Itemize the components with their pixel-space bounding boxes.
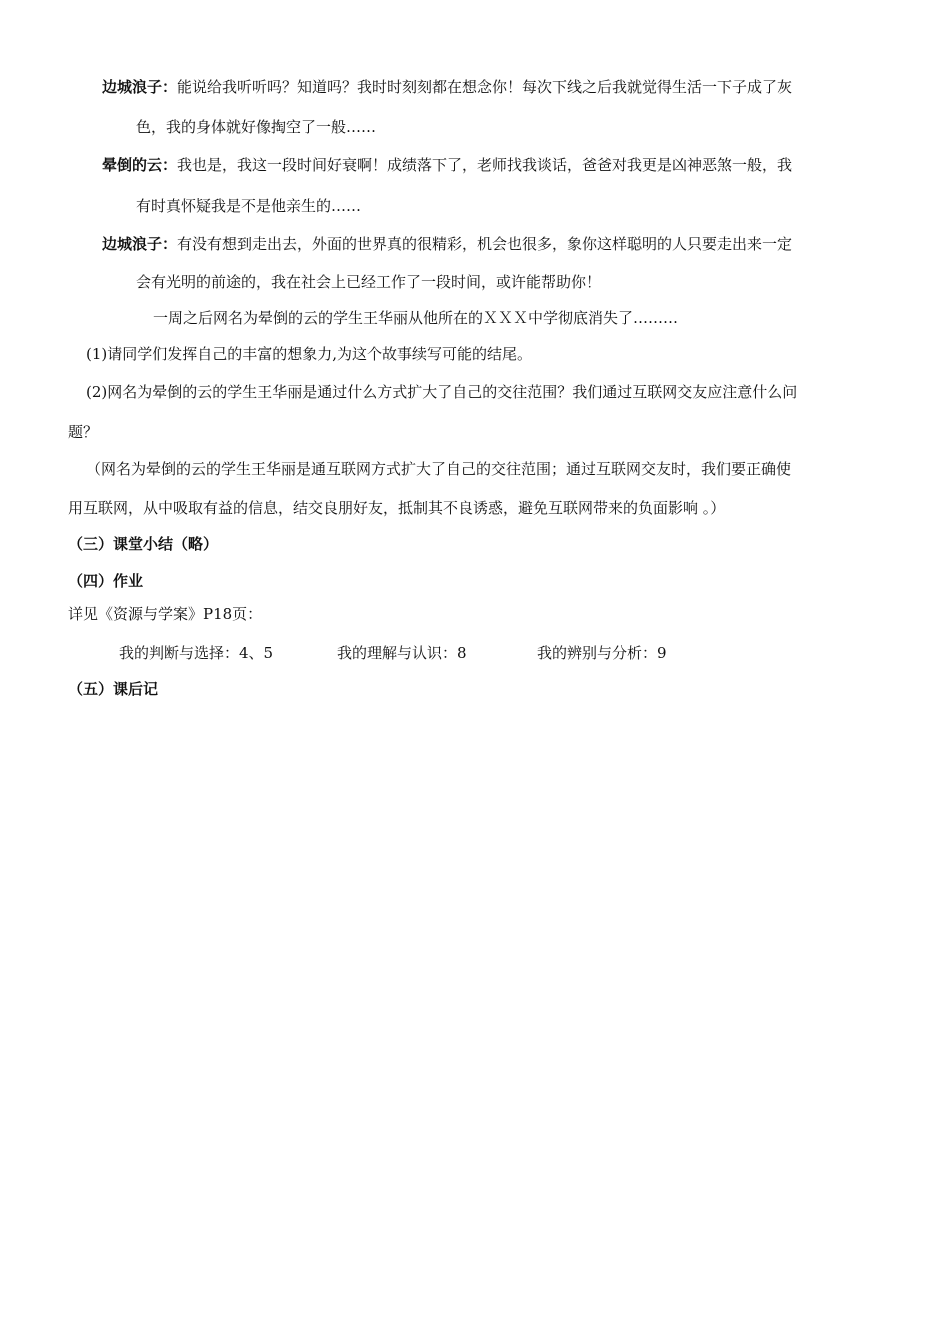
homework-item: 我的辨别与分析：9 [537, 644, 667, 662]
dialogue-line [102, 76, 792, 98]
dialogue-line [102, 154, 792, 176]
dialogue-text: 我也是，我这一段时间好衰啊！成绩落下了，老师找我谈话，爸爸对我更是凶神恶煞一般，我 [177, 156, 793, 174]
speaker-name: 边城浪子： [102, 78, 178, 96]
dialogue-continuation: 有时真怀疑我是不是他亲生的…… [136, 197, 362, 215]
dialogue-line [102, 233, 792, 255]
question-2-continuation: 题？ [68, 423, 99, 441]
speaker-name: 晕倒的云： [102, 156, 178, 174]
answer-continuation: 用互联网，从中吸取有益的信息，结交良朋好友，抵制其不良诱惑，避免互联网带来的负面影响 。） [68, 499, 726, 517]
homework-item: 我的理解与认识：8 [337, 644, 467, 662]
question-1: (1)请同学们发挥自己的丰富的想象力,为这个故事续写可能的结尾。 [86, 345, 533, 363]
dialogue-continuation: 会有光明的前途的，我在社会上已经工作了一段时间，或许能帮助你！ [136, 273, 602, 291]
dialogue-text: 有没有想到走出去，外面的世界真的很精彩，机会也很多，象你这样聪明的人只要走出来一定 [177, 235, 793, 253]
dialogue-text: 能说给我听听吗？知道吗？我时时刻刻都在想念你！每次下线之后我就觉得生活一下子成了灰 [177, 78, 793, 96]
speaker-name: 边城浪子： [102, 235, 178, 253]
homework-item: 我的判断与选择：4、5 [119, 644, 274, 662]
section-heading-summary: （三）课堂小结（略） [68, 535, 219, 553]
section-heading-notes: （五）课后记 [68, 680, 159, 698]
question-2: (2)网名为晕倒的云的学生王华丽是通过什么方式扩大了自己的交往范围？我们通过互联网交友应注意什么问 [86, 383, 798, 401]
section-heading-homework: （四）作业 [68, 572, 144, 590]
narration: 一周之后网名为晕倒的云的学生王华丽从他所在的ＸＸＸ中学彻底消失了……… [153, 309, 679, 327]
homework-items [119, 642, 667, 664]
dialogue-continuation: 色，我的身体就好像掏空了一般…… [136, 118, 377, 136]
homework-reference: 详见《资源与学案》P18页： [68, 605, 263, 623]
answer-text: （网名为晕倒的云的学生王华丽是通互联网方式扩大了自己的交往范围；通过互联网交友时，我们要正确使 [86, 460, 792, 478]
